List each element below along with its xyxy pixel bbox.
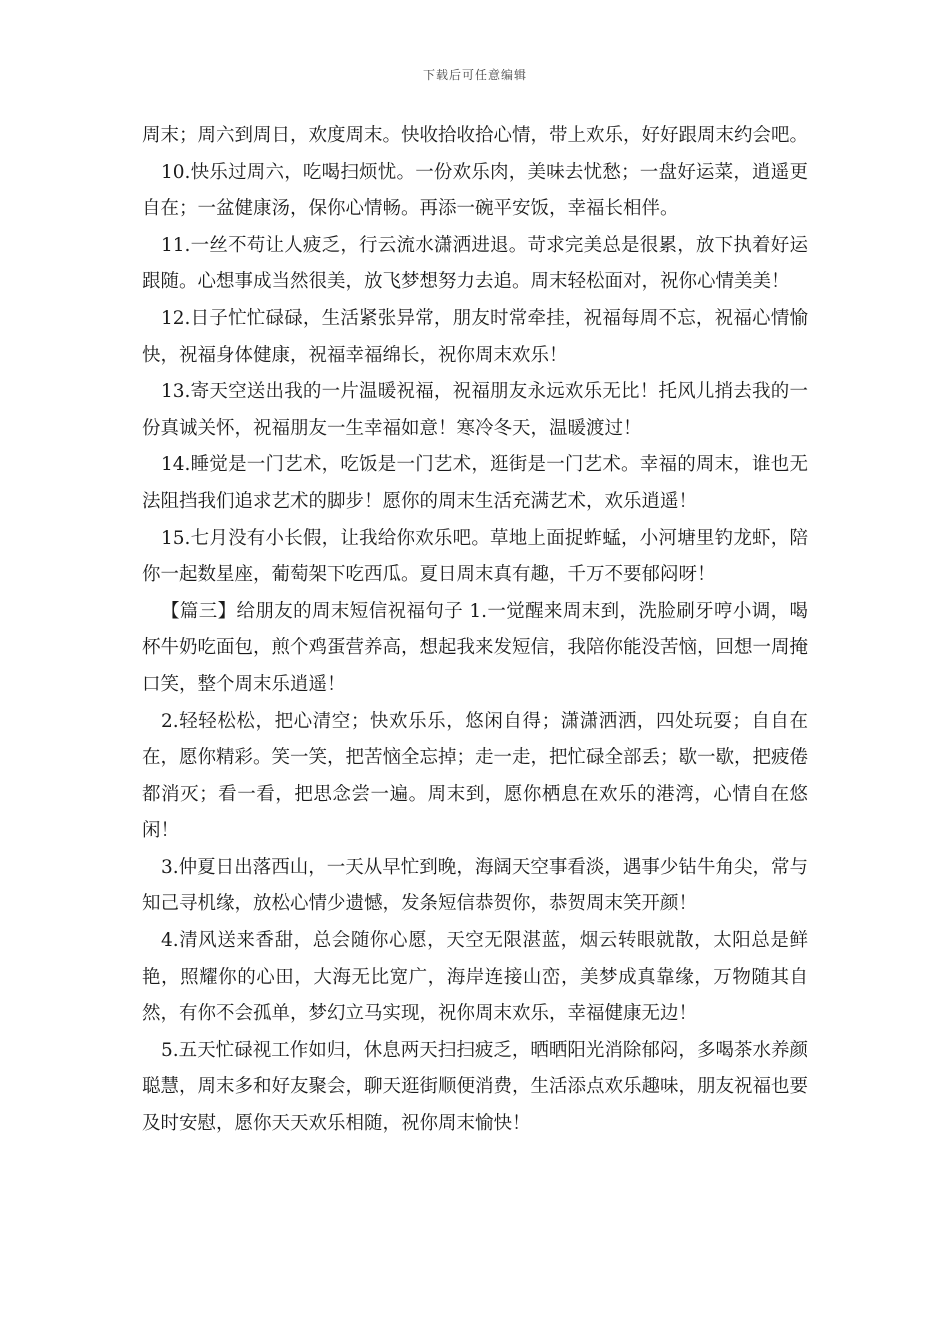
paragraph-item-10: 10.快乐过周六，吃喝扫烦忧。一份欢乐肉，美味去忧愁；一盘好运菜，逍遥更自在；一盆健康汤，保你心情畅。再添一碗平安饭，幸福长相伴。 [142,161,808,220]
section-three-heading-paragraph: 【篇三】给朋友的周末短信祝福句子 1.一觉醒来周末到，洗脸刷牙哼小调，喝杯牛奶吃面包，煎个鸡蛋营养高，想起我来发短信，我陪你能没苦恼，回想一周掩口笑，整个周末乐逍遥！ [142,600,809,695]
paragraph-item-4: 4.清风送来香甜，总会随你心愿，天空无限湛蓝，烟云转眼就散，太阳总是鲜艳，照耀你的心田，大海无比宽广，海岸连接山峦，美梦成真靠缘，万物随其自然，有你不会孤单，梦幻立马实现，祝你周末欢乐，幸福健康无边！ [142,930,808,1025]
paragraph-item-5: 5.五天忙碌视工作如归，休息两天扫扫疲乏，晒晒阳光消除郁闷，多喝茶水养颜聪慧，周末多和好友聚会，聊天逛街顺便消费，生活添点欢乐趣味，朋友祝福也要及时安慰，愿你天天欢乐相随，祝你周末愉快！ [142,1039,809,1135]
paragraph-item-3: 3.仲夏日出落西山，一天从早忙到晚，海阔天空事看淡，遇事少钻牛角尖，常与知己寻机缘，放松心情少遗憾，发条短信恭贺你，恭贺周末笑开颜！ [142,856,808,915]
paragraph-item-2: 2.轻轻松松，把心清空；快欢乐乐，悠闲自得；潇潇洒洒，四处玩耍；自自在在，愿你精彩。笑一笑，把苦恼全忘掉；走一走，把忙碌全部丢；歇一歇，把疲倦都消灭；看一看，把思念尝一遍。周末到，愿你栖息在欢乐的港湾，心情自在悠闲！ [142,710,809,842]
paragraph-continuation: 周末；周六到周日，欢度周末。快收拾收拾心情，带上欢乐，好好跟周末约会吧。 [142,125,809,146]
paragraph-item-13: 13.寄天空送出我的一片温暖祝福，祝福朋友永远欢乐无比！托风儿捎去我的一份真诚关怀，祝福朋友一生幸福如意！寒冷冬天，温暖渡过！ [142,381,808,439]
paragraph-item-14: 14.睡觉是一门艺术，吃饭是一门艺术，逛街是一门艺术。幸福的周末，谁也无法阻挡我们追求艺术的脚步！愿你的周末生活充满艺术，欢乐逍遥！ [142,454,808,512]
document-body [142,118,808,1143]
paragraph-item-15: 15.七月没有小长假，让我给你欢乐吧。草地上面捉蚱蜢，小河塘里钓龙虾，陪你一起数星座，葡萄架下吃西瓜。夏日周末真有趣，千万不要郁闷呀！ [142,527,808,586]
header-note: 下载后可任意编辑 [422,68,527,82]
paragraph-item-12: 12.日子忙忙碌碌，生活紧张异常，朋友时常牵挂，祝福每周不忘，祝福心情愉快，祝福身体健康，祝福幸福绵长，祝你周末欢乐！ [142,307,808,366]
paragraph-item-11: 11.一丝不苟让人疲乏，行云流水潇洒进退。苛求完美总是很累，放下执着好运跟随。心想事成当然很美，放飞梦想努力去追。周末轻松面对，祝你心情美美！ [142,234,808,293]
